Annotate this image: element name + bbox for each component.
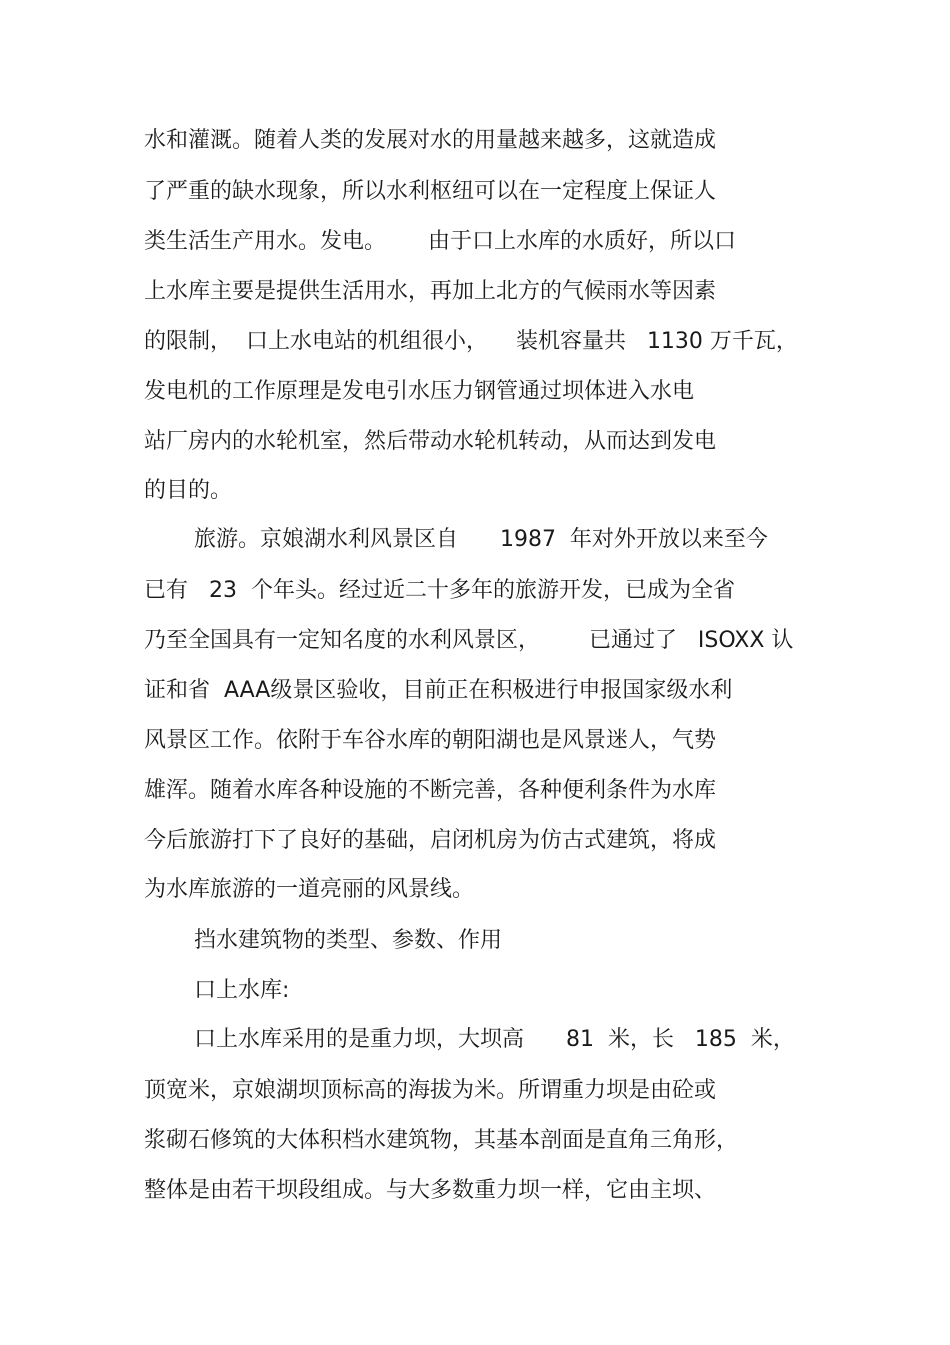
section-heading: 挡水建筑物的类型、参数、作用 [194,928,503,953]
subsection-heading: 口上水库: [194,978,290,1003]
text-line: 上水库主要是提供生活用水，再加上北方的气候雨水等因素 [144,279,717,304]
text-line: 了严重的缺水现象，所以水利枢纽可以在一定程度上保证人 [144,179,717,204]
text-line: 类生活生产用水。发电。 由于口上水库的水质好，所以口 [144,229,736,254]
text-line: 水和灌溉。随着人类的发展对水的用量越来越多，这就造成 [144,128,717,153]
text-line: 站厂房内的水轮机室，然后带动水轮机转动，从而达到发电 [144,429,717,454]
text-line: 今后旅游打下了良好的基础，启闭机房为仿古式建筑，将成 [144,828,717,853]
text-line: 风景区工作。依附于车谷水库的朝阳湖也是风景迷人，气势 [144,728,717,753]
text-line: 浆砌石修筑的大体积档水建筑物，其基本剖面是直角三角形， [144,1128,739,1153]
text-line: 的目的。 [144,478,233,503]
text-line: 雄浑。随着水库各种设施的不断完善，各种便利条件为水库 [144,778,717,803]
paragraph-start-line: 旅游。京娘湖水利风景区自 1987 年对外开放以来至今 [194,527,768,552]
text-line: 顶宽米，京娘湖坝顶标高的海拔为米。所谓重力坝是由砼或 [144,1078,717,1103]
text-line: 为水库旅游的一道亮丽的风景线。 [144,877,475,902]
text-line: 已有 23 个年头。经过近二十多年的旅游开发，已成为全省 [144,578,735,603]
text-line: 的限制， 口上水电站的机组很小， 装机容量共 1130 万千瓦， [144,329,798,354]
text-line: 乃至全国具有一定知名度的水利风景区， 已通过了 ISOXX 认 [144,628,794,653]
text-line: 整体是由若干坝段组成。与大多数重力坝一样，它由主坝、 [144,1178,717,1203]
text-line: 发电机的工作原理是发电引水压力钢管通过坝体进入水电 [144,379,695,404]
paragraph-start-line: 口上水库采用的是重力坝，大坝高 81 米，长 185 米， [194,1027,795,1052]
text-line: 证和省 AAA级景区验收，目前正在积极进行申报国家级水利 [144,678,733,703]
